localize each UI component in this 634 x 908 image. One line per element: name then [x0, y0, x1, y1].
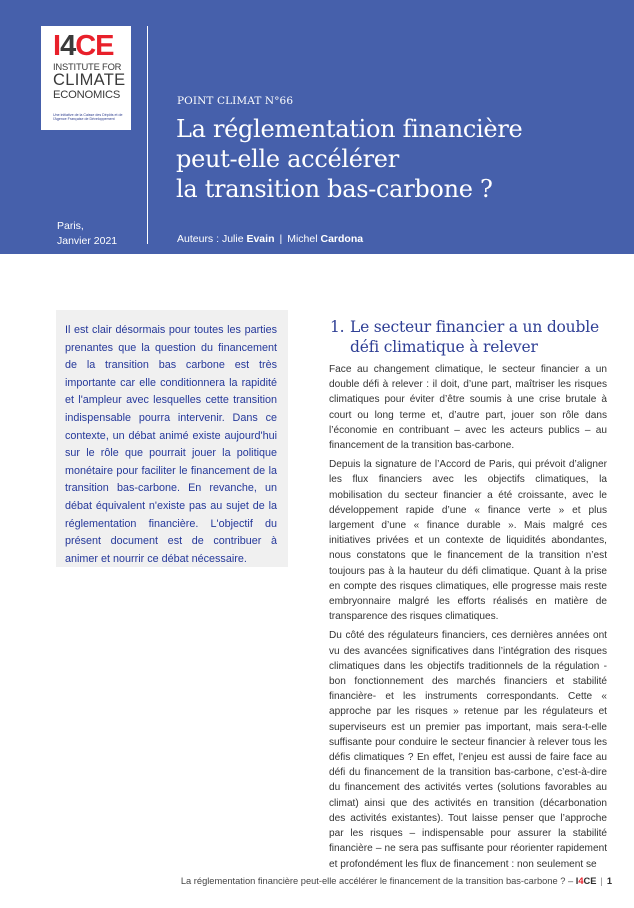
body-paragraph: Du côté des régulateurs financiers, ces dernières années ont vu des avancées significatives dans l’intégration des risques climatiques dans les objectifs traditionnels de la régulation -bon fonctionnement des marchés financiers et stabilité financière- et les instruments correspondants. Cette « approche par les risques » retenue par les régulateurs et superviseurs est un premier pas important, mais sera-t-elle suffisante pour conduire le secteur financier à relever tous les défis climatiques ? En effet, l’enjeu est aussi de faire face au défi du financement de la transition bas-carbone, c’est-à-dire du financement des activités vertes (solutions favorables au climat) ainsi que des activités en transition (décarbonation des activités existantes). Tout laisse penser que l’approche par les risques – indispensable pour assurer la stabilité financière – ne sera pas suffisante pour réorienter rapidement et profondément les flux de financement : non seulement se — [329, 630, 607, 870]
title-line: peut-elle accélérer — [176, 145, 399, 173]
header-divider — [147, 26, 148, 244]
author-1-first: Julie — [221, 233, 247, 245]
running-title: La réglementation financière peut-elle accélérer le financement de la transition bas-carbone ? – — [180, 876, 576, 886]
i4ce-logo — [41, 26, 131, 130]
publication-place-date — [57, 219, 117, 249]
logo-tagline: Une initiative de la Caisse des Dépôts et de l'Agence Française de Développement — [53, 113, 123, 122]
authors-separator: | — [279, 233, 283, 245]
title-line: La réglementation financière — [176, 115, 523, 143]
author-1-last: Evain — [246, 233, 275, 245]
authors-line — [177, 233, 363, 245]
author-2-first: Michel — [287, 233, 321, 245]
footer-separator: | — [600, 876, 603, 886]
series-label: POINT CLIMAT N°66 — [177, 95, 294, 107]
body-column — [329, 362, 607, 876]
publication-date: Janvier 2021 — [57, 235, 118, 247]
abstract-box — [56, 310, 288, 567]
section-heading — [330, 317, 620, 357]
authors-label: Auteurs : — [177, 233, 222, 245]
publication-place: Paris, — [57, 220, 84, 232]
footer-brand: I4CE — [575, 876, 597, 886]
abstract-text: Il est clair désormais pour toutes les parties prenantes que la question du financement de la transition bas carbone est très importante car elle conditionnera la rapidité et l'ampleur avec lesquelles cette transition indispensable pourra intervenir. Dans ce contexte, un débat animé existe aujourd'hui sur le rôle que pourrait jouer la politique monétaire pour faciliter le financement de la transition bas-carbone. En revanche, un débat équivalent n'existe pas au sujet de la réglementation financière. L'objectif du présent document est de contribuer à animer et nourrir ce débat nécessaire. — [65, 324, 277, 565]
logo-institute-name: INSTITUTE FOR CLIMATE ECONOMICS — [53, 61, 126, 101]
author-2-last: Cardona — [320, 233, 364, 245]
section-number: 1. — [330, 318, 345, 336]
body-paragraph: Depuis la signature de l’Accord de Paris, qui prévoit d’aligner les flux financiers avec les objectifs climatiques, la mobilisation du secteur financier a été croissante, avec le développement rapide d’une « finance verte » et plus largement d’une « finance durable ». Mais malgré ces initiatives privées et un contexte de liquidités abondantes, nous constatons que le financement de la transition n’est toujours pas à la hauteur du défi climatique. Quant à la prise en compte des risques climatiques, elle progresse mais reste embryonnaire malgré les efforts réalisés en matière de transparence des risques climatiques. — [329, 459, 607, 623]
section-title: Le secteur financier a un double défi climatique à relever — [350, 318, 599, 356]
document-title — [176, 114, 616, 204]
page-number: 1 — [606, 876, 612, 886]
page-footer — [181, 876, 612, 886]
cover-header — [0, 0, 634, 254]
title-line: la transition bas-carbone ? — [176, 175, 493, 203]
body-paragraph: Face au changement climatique, le secteur financier a un double défi à relever : il doit, d’une part, maîtriser les risques climatiques pour éviter d’être soumis à une crise brutale à court ou long terme et, d’autre part, jouer son rôle dans l’économie en contribuant – avec les acteurs publics – au financement de la transition bas-carbone. — [329, 364, 607, 452]
logo-mark: I4CE — [53, 30, 114, 62]
